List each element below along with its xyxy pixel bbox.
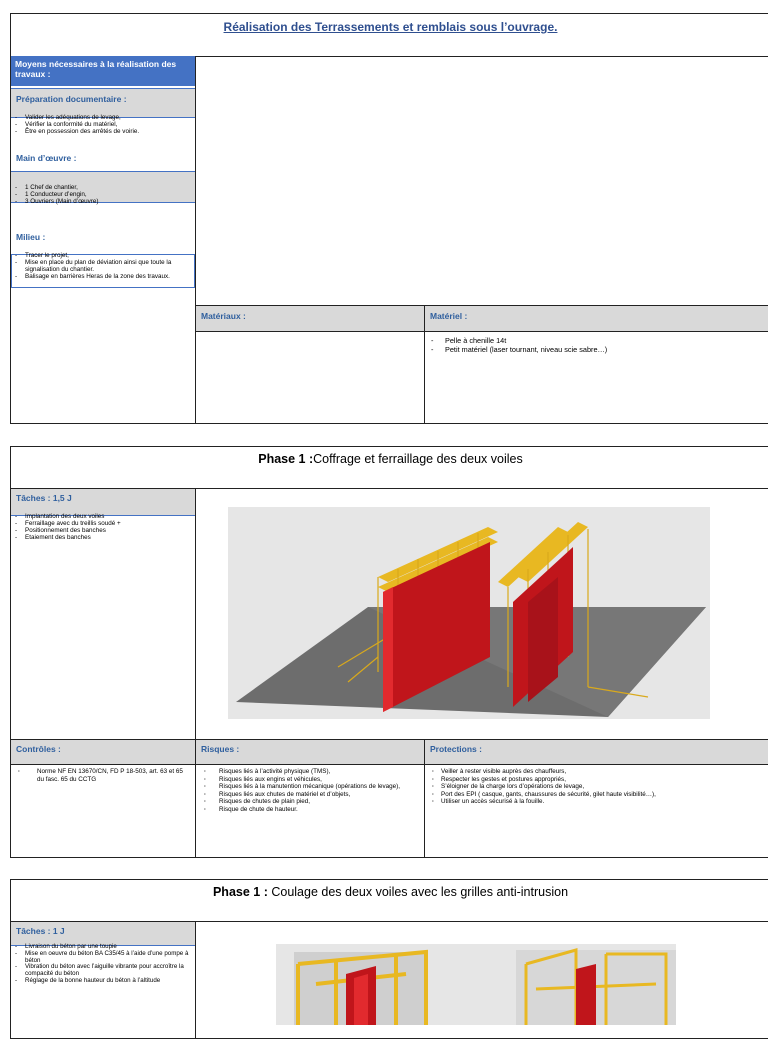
list-item: - Vibration du béton avec l’aiguille vibrante pour accroître la compacité du béton xyxy=(13,964,189,978)
protections-label: Protections : xyxy=(430,744,482,754)
list-item: - Livraison du béton par une toupie xyxy=(13,944,189,951)
list-item: - Balisage en barrières Heras de la zone des travaux. xyxy=(13,273,193,280)
taches-label: Tâches : 1,5 J xyxy=(16,493,72,503)
list-item: · Risques liés à la manutention mécanique (opérations de levage), xyxy=(201,783,419,791)
list-item: - Être en possession des arrêtés de voirie. xyxy=(13,128,195,135)
coulage-3d-render xyxy=(276,944,676,1025)
moyens-header xyxy=(11,56,195,86)
materiaux-header xyxy=(196,305,424,332)
list-item: · Port des EPI ( casque, gants, chaussures de sécurité, gilet haute visibilité…), xyxy=(429,791,765,799)
prep-list xyxy=(13,114,195,135)
materiel-header xyxy=(425,305,768,332)
list-item: · Risques liés à l’activité physique (TMS), xyxy=(201,768,419,776)
scaffold-left xyxy=(294,952,426,1025)
taches-list xyxy=(13,944,189,985)
risques-label: Risques : xyxy=(201,744,240,754)
materiel-label: Matériel : xyxy=(430,311,468,321)
list-item: - Vérifier la conformité du matériel, xyxy=(13,121,195,128)
main-oeuvre-list xyxy=(13,184,195,205)
phase-title-bar xyxy=(11,447,768,489)
controles-list xyxy=(15,768,191,783)
taches-list xyxy=(13,513,195,541)
list-item: - Tracer le projet, xyxy=(13,252,193,259)
milieu-label: Milieu : xyxy=(16,232,46,242)
list-item: · Risques liés aux engins et véhicules, xyxy=(201,776,419,784)
list-item: - Valider les adéquations de levage, xyxy=(13,114,195,121)
phase-title: Coffrage et ferraillage des deux voiles xyxy=(313,452,523,466)
controles-header xyxy=(11,740,195,765)
section-phase1-coulage xyxy=(10,879,768,1039)
list-item: · Veiller à rester visible auprès des chauffeurs, xyxy=(429,768,765,776)
list-item: · Respecter les gestes et postures appropriés, xyxy=(429,776,765,784)
list-item: - 1 Chef de chantier, xyxy=(13,184,195,191)
milieu-list xyxy=(13,252,193,280)
list-item: - Etaiement des banches xyxy=(13,534,195,541)
list-item: - 1 Conducteur d’engin, xyxy=(13,191,195,198)
phase-title-bar xyxy=(11,880,768,922)
main-oeuvre-label: Main d’œuvre : xyxy=(16,153,77,163)
list-item: - 3 Ouvriers (Main d’œuvre) xyxy=(13,198,195,205)
section-title: Réalisation des Terrassements et remblais sous l’ouvrage. xyxy=(223,20,558,34)
list-item: - Pelle à chenille 14t xyxy=(429,336,759,345)
list-item: · Risque de chute de hauteur. xyxy=(201,806,419,814)
list-item: - Ferraillage avec du treillis soudé + xyxy=(13,520,195,527)
risques-list xyxy=(201,768,419,814)
formwork-3d-render xyxy=(228,507,710,719)
section-title-bar xyxy=(11,14,768,57)
list-item: · Utiliser un accès sécurisé à la fouille. xyxy=(429,798,765,806)
list-item: · Risques liés aux chutes de matériel et d’objets, xyxy=(201,791,419,799)
phase-label: Phase 1 : xyxy=(212,885,268,899)
list-item: · S’éloigner de la charge lors d’opérations de levage, xyxy=(429,783,765,791)
phase-title: Coulage des deux voiles avec les grilles anti-intrusion xyxy=(271,885,569,899)
materiaux-label: Matériaux : xyxy=(201,311,246,321)
phase-label: Phase 1 : xyxy=(258,452,314,466)
list-item: - Réglage de la bonne hauteur du béton à l’altitude xyxy=(13,978,189,985)
list-item: · Risques de chutes de plain pied, xyxy=(201,798,419,806)
section-phase1-coffrage xyxy=(10,446,768,858)
taches-header xyxy=(11,489,195,516)
section-terrassements xyxy=(10,13,768,424)
prep-label: Préparation documentaire : xyxy=(16,94,127,104)
list-item: - Mise en oeuvre du béton BA C35/45 à l’aide d’une pompe à béton xyxy=(13,951,189,965)
risques-header xyxy=(196,740,424,765)
protections-header xyxy=(425,740,768,765)
scaffold-right xyxy=(516,950,676,1025)
moyens-header-text: Moyens nécessaires à la réalisation des travaux : xyxy=(15,59,177,79)
controles-label: Contrôles : xyxy=(16,744,61,754)
list-item: - Mise en place du plan de déviation ainsi que toute la signalisation du chantier. xyxy=(13,259,193,273)
list-item: · Norme NF EN 13670/CN, FD P 18-503, art. 63 et 65 du fasc. 65 du CCTG xyxy=(15,768,191,783)
protections-list xyxy=(429,768,765,806)
taches-label: Tâches : 1 J xyxy=(16,926,65,936)
list-item: - Positionnement des banches xyxy=(13,527,195,534)
list-item: - Implantation des deux voiles xyxy=(13,513,195,520)
list-item: - Petit matériel (laser tournant, niveau scie sabre…) xyxy=(429,345,759,354)
materiel-list xyxy=(429,336,759,354)
